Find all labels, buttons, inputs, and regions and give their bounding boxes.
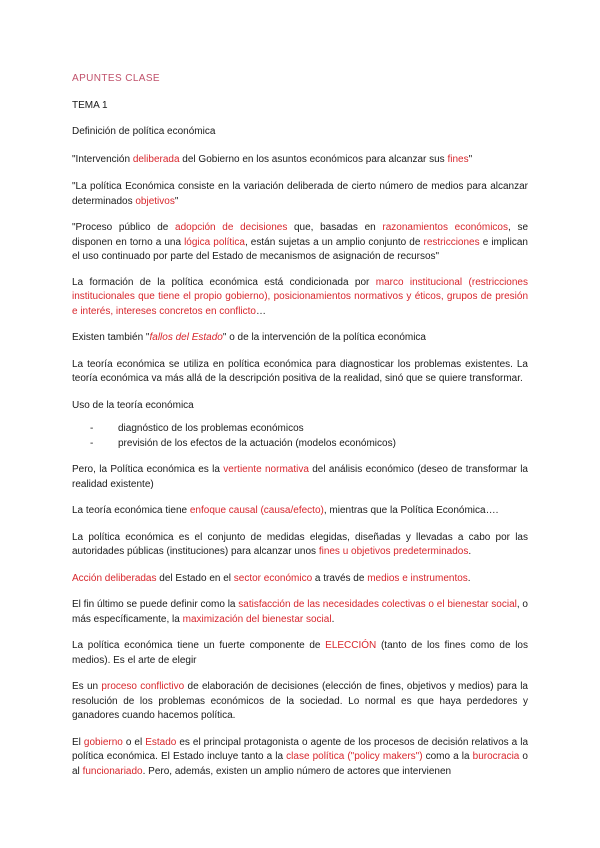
- highlight-term: ELECCIÓN: [325, 640, 377, 651]
- highlight-term: objetivos: [135, 195, 175, 207]
- bullet-dash: -: [90, 437, 94, 449]
- highlight-term: lógica política: [184, 236, 245, 248]
- highlight-term: fines u objetivos predeterminados: [318, 546, 469, 557]
- uses-title: Uso de la teoría económica: [72, 399, 194, 411]
- highlight-term: enfoque causal (causa/efecto): [189, 505, 324, 516]
- definition-quote-3: "Proceso público de adopción de decisiones que, basadas en razonamientos económicos, se disponen en torno a una lógica política, están sujetas a un amplio conjunto de restricciones e implican el uso continuado por parte del Estado de mecanismos de asignación de recursos": [72, 222, 529, 262]
- highlight-term: adopción de decisiones: [175, 222, 288, 233]
- highlight-term: proceso conflictivo: [101, 681, 185, 692]
- paragraph-final-goal: El fin último se puede definir como la satisfacción de las necesidades colectivas o el bienestar social, o más específicamente, la maximización del bienestar social.: [72, 599, 528, 625]
- paragraph-set-of-measures: La política económica es el conjunto de medidas elegidas, diseñadas y llevadas a cabo por las autoridades públicas (instituciones) para alcanzar unos fines u objetivos predeterminados.: [72, 531, 528, 557]
- highlight-term: medios e instrumentos: [367, 572, 468, 584]
- section-title: Definición de política económica: [72, 126, 216, 137]
- paragraph-state-failures: Existen también "fallos del Estado" o de la intervención de la política económica: [72, 332, 426, 343]
- highlight-term: burocracia: [472, 751, 520, 762]
- paragraph-choice: La política económica tiene un fuerte componente de ELECCIÓN (tanto de los fines como de los medios). Es el arte de elegir: [72, 640, 528, 666]
- highlight-term: marco institucional (restricciones institucionales que tiene el propio gobierno), posicionamientos normativos y éticos, grupos de presión e interés, intereses concretos en conflicto: [72, 276, 528, 317]
- definition-quote-2: "La política Económica consiste en la variación deliberada de cierto número de medios para alcanzar determinados objetivos": [72, 181, 528, 207]
- highlight-term: Estado: [145, 736, 177, 748]
- definition-quote-1: "Intervención deliberada del Gobierno en los asuntos económicos para alcanzar sus fines": [72, 153, 473, 165]
- highlight-term: maximización del bienestar social: [182, 613, 332, 625]
- highlight-term: clase política ("policy makers"): [286, 751, 423, 762]
- highlight-term: gobierno: [83, 736, 123, 748]
- paragraph-normative: Pero, la Política económica es la vertiente normativa del análisis económico (deseo de transformar la realidad existente): [72, 464, 528, 490]
- highlight-term: funcionariado: [82, 765, 143, 777]
- highlight-term: fallos del Estado: [149, 332, 223, 343]
- highlight-term: deliberada: [132, 153, 180, 165]
- bullet-dash: -: [90, 423, 94, 434]
- paragraph-formation: La formación de la política económica está condicionada por marco institucional (restricciones institucionales que tiene el propio gobierno), posicionamientos normativos y éticos, grupos de presión e interés, intereses concretos en conflicto…: [72, 276, 528, 317]
- paragraph-deliberate-action: Acción deliberadas del Estado en el sector económico a través de medios e instrumentos.: [72, 572, 471, 584]
- highlight-term: restricciones: [423, 236, 480, 248]
- list-item: - diagnóstico de los problemas económicos: [90, 422, 528, 437]
- highlight-term: Acción deliberadas: [72, 572, 157, 584]
- paragraph-theory: La teoría económica se utiliza en política económica para diagnosticar los problemas existentes. La teoría económica va más allá de la descripción positiva de la realidad, sinó que se quiere transformar.: [72, 358, 528, 384]
- highlight-term: vertiente normativa: [223, 464, 309, 475]
- uses-list: [72, 422, 528, 451]
- highlight-term: satisfacción de las necesidades colectivas o el bienestar social: [238, 599, 517, 610]
- highlight-term: razonamientos económicos: [382, 222, 508, 233]
- highlight-term: sector económico: [233, 572, 313, 584]
- paragraph-government: El gobierno o el Estado es el principal protagonista o agente de los procesos de decisión relativos a la política económica. El Estado incluye tanto a la clase política ("policy makers") como a la burocracia o al funcionariado. Pero, además, existen un amplio número de actores que intervienen: [72, 736, 529, 777]
- document-header: APUNTES CLASE: [72, 73, 161, 84]
- paragraph-conflict-process: Es un proceso conflictivo de elaboración de decisiones (elección de fines, objetivos y medios) para la resolución de los problemas económicos de la sociedad. Lo normal es que haya perdedores y ganadores cuando hacemos política.: [72, 681, 528, 721]
- paragraph-causal: La teoría económica tiene enfoque causal (causa/efecto), mientras que la Política Económica….: [72, 505, 499, 516]
- topic-title: TEMA 1: [72, 99, 108, 111]
- highlight-term: fines: [447, 153, 469, 165]
- list-item: - previsión de los efectos de la actuación (modelos económicos): [90, 437, 528, 452]
